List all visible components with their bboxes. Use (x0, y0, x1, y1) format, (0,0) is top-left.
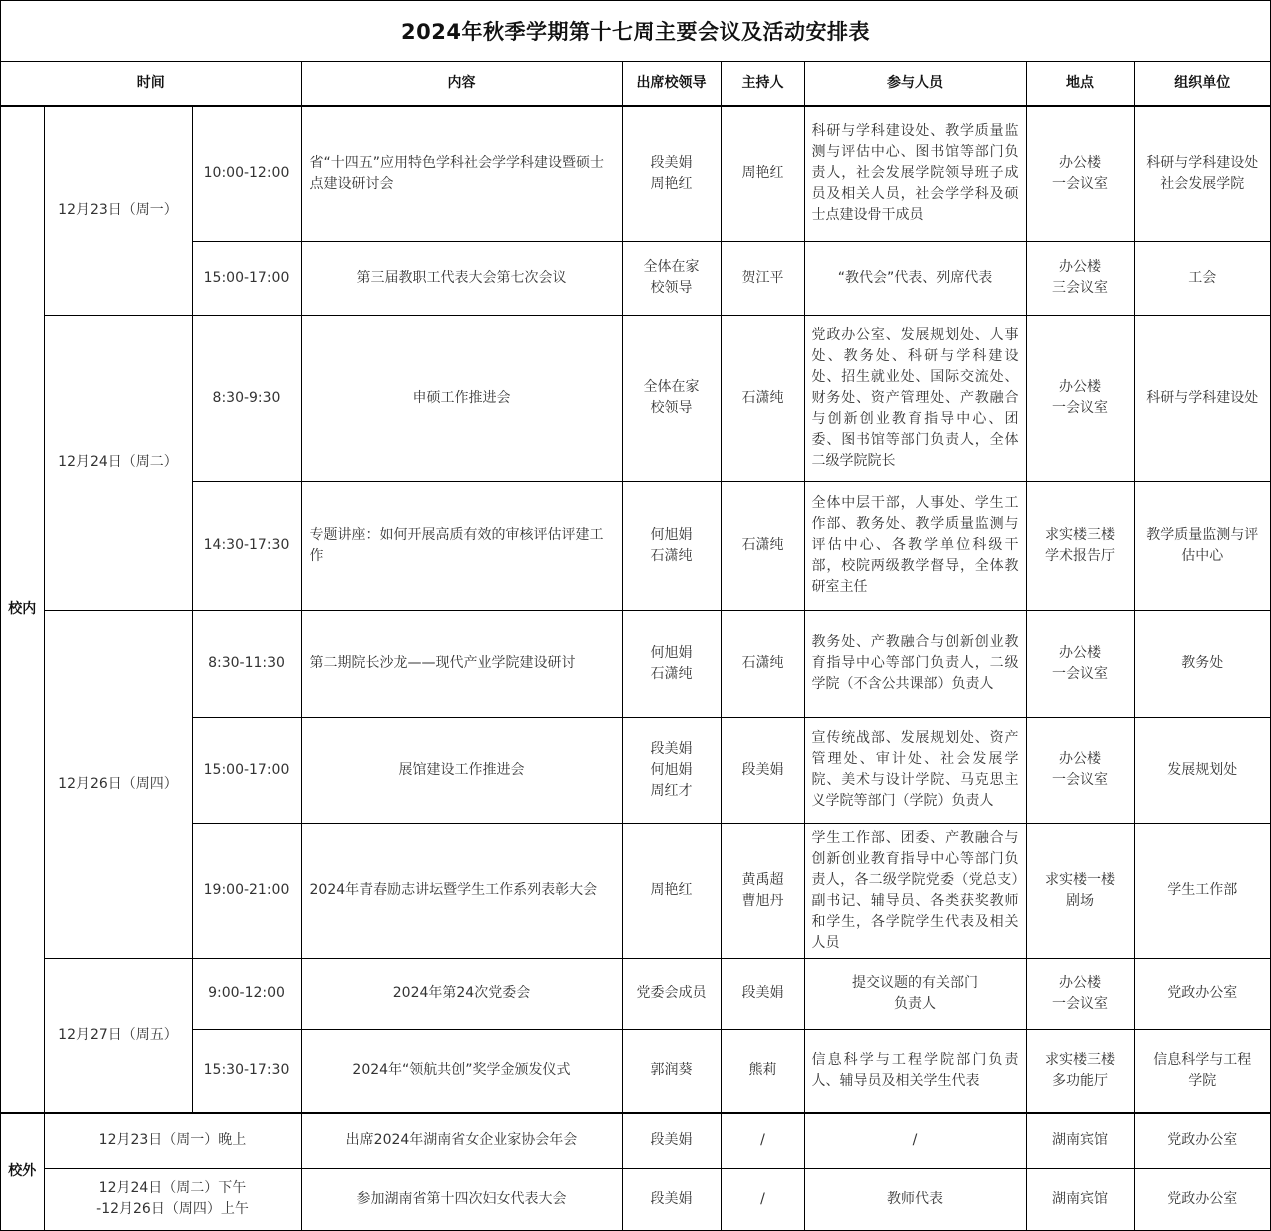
participants-cell: 学生工作部、团委、产教融合与创新创业教育指导中心等部门负责人，各二级学院党委（党总支）副书记、辅导员、各类获奖教师和学生，各学院学生代表及相关人员 (804, 823, 1026, 958)
participants-cell: 提交议题的有关部门 负责人 (804, 958, 1026, 1029)
leaders-cell: 全体在家 校领导 (622, 241, 721, 315)
location-cell: 办公楼 一会议室 (1026, 717, 1134, 823)
day-cell: 12月24日（周二） (44, 315, 192, 610)
time-cell: 19:00-21:00 (192, 823, 301, 958)
content-cell: 参加湖南省第十四次妇女代表大会 (301, 1168, 622, 1230)
content-cell: 2024年第24次党委会 (301, 958, 622, 1029)
header-participants: 参与人员 (804, 62, 1026, 106)
location-cell: 办公楼 一会议室 (1026, 315, 1134, 481)
location-cell: 办公楼 三会议室 (1026, 241, 1134, 315)
header-location: 地点 (1026, 62, 1134, 106)
header-organizer: 组织单位 (1134, 62, 1270, 106)
host-cell: 石潇纯 (721, 481, 804, 610)
header-content: 内容 (301, 62, 622, 106)
organizer-cell: 党政办公室 (1134, 958, 1270, 1029)
participants-cell: 科研与学科建设处、教学质量监测与评估中心、图书馆等部门负责人，社会发展学院领导班子成员及相关人员，社会学学科及硕士点建设骨干成员 (804, 106, 1026, 241)
organizer-cell: 教学质量监测与评估中心 (1134, 481, 1270, 610)
host-cell: / (721, 1168, 804, 1230)
leaders-cell: 段美娟 周艳红 (622, 106, 721, 241)
content-cell: 第三届教职工代表大会第七次会议 (301, 241, 622, 315)
day-cell: 12月23日（周一） (44, 106, 192, 315)
leaders-cell: 段美娟 (622, 1113, 721, 1168)
participants-cell: 党政办公室、发展规划处、人事处、教务处、科研与学科建设处、招生就业处、国际交流处、财务处、资产管理处、产教融合与创新创业教育指导中心、团委、图书馆等部门负责人，全体二级学院院长 (804, 315, 1026, 481)
participants-cell: 教师代表 (804, 1168, 1026, 1230)
location-cell: 求实楼一楼 剧场 (1026, 823, 1134, 958)
organizer-cell: 科研与学科建设处 社会发展学院 (1134, 106, 1270, 241)
time-cell: 15:00-17:00 (192, 241, 301, 315)
content-cell: 专题讲座：如何开展高质有效的审核评估评建工作 (301, 481, 622, 610)
time-cell: 12月23日（周一）晚上 (44, 1113, 301, 1168)
content-cell: 2024年青春励志讲坛暨学生工作系列表彰大会 (301, 823, 622, 958)
host-cell: 石潇纯 (721, 610, 804, 717)
location-cell: 求实楼三楼 多功能厅 (1026, 1029, 1134, 1113)
time-cell: 12月24日（周二）下午 -12月26日（周四）上午 (44, 1168, 301, 1230)
leaders-cell: 何旭娟 石潇纯 (622, 481, 721, 610)
content-cell: 省“十四五”应用特色学科社会学学科建设暨硕士点建设研讨会 (301, 106, 622, 241)
host-cell: 周艳红 (721, 106, 804, 241)
participants-cell: 教务处、产教融合与创新创业教育指导中心等部门负责人，二级学院（不含公共课部）负责人 (804, 610, 1026, 717)
organizer-cell: 科研与学科建设处 (1134, 315, 1270, 481)
participants-cell: “教代会”代表、列席代表 (804, 241, 1026, 315)
table-row (1, 958, 1270, 1029)
location-cell: 办公楼 一会议室 (1026, 610, 1134, 717)
organizer-cell: 工会 (1134, 241, 1270, 315)
table-row (1, 1113, 1270, 1168)
time-cell: 15:00-17:00 (192, 717, 301, 823)
host-cell: 段美娟 (721, 958, 804, 1029)
location-cell: 求实楼三楼 学术报告厅 (1026, 481, 1134, 610)
table-row (1, 823, 1270, 958)
participants-cell: 信息科学与工程学院部门负责人、辅导员及相关学生代表 (804, 1029, 1026, 1113)
leaders-cell: 党委会成员 (622, 958, 721, 1029)
leaders-cell: 何旭娟 石潇纯 (622, 610, 721, 717)
location-cell: 湖南宾馆 (1026, 1168, 1134, 1230)
scope-off-campus: 校外 (1, 1113, 44, 1230)
host-cell: / (721, 1113, 804, 1168)
host-cell: 贺江平 (721, 241, 804, 315)
location-cell: 湖南宾馆 (1026, 1113, 1134, 1168)
location-cell: 办公楼 一会议室 (1026, 958, 1134, 1029)
organizer-cell: 发展规划处 (1134, 717, 1270, 823)
time-cell: 9:00-12:00 (192, 958, 301, 1029)
leaders-cell: 郭润葵 (622, 1029, 721, 1113)
day-cell: 12月27日（周五） (44, 958, 192, 1113)
time-cell: 8:30-11:30 (192, 610, 301, 717)
host-cell: 段美娟 (721, 717, 804, 823)
leaders-cell: 段美娟 何旭娟 周红才 (622, 717, 721, 823)
content-cell: 2024年“领航共创”奖学金颁发仪式 (301, 1029, 622, 1113)
header-host: 主持人 (721, 62, 804, 106)
scope-on-campus: 校内 (1, 106, 44, 1113)
organizer-cell: 教务处 (1134, 610, 1270, 717)
organizer-cell: 党政办公室 (1134, 1113, 1270, 1168)
schedule-table (1, 62, 1270, 1231)
content-cell: 展馆建设工作推进会 (301, 717, 622, 823)
time-cell: 8:30-9:30 (192, 315, 301, 481)
leaders-cell: 全体在家 校领导 (622, 315, 721, 481)
content-cell: 出席2024年湖南省女企业家协会年会 (301, 1113, 622, 1168)
participants-cell: 宣传统战部、发展规划处、资产管理处、审计处、社会发展学院、美术与设计学院、马克思主义学院等部门（学院）负责人 (804, 717, 1026, 823)
table-row (1, 1029, 1270, 1113)
table-row (1, 241, 1270, 315)
organizer-cell: 信息科学与工程 学院 (1134, 1029, 1270, 1113)
host-cell: 黄禹超 曹旭丹 (721, 823, 804, 958)
table-row (1, 1168, 1270, 1230)
table-row (1, 481, 1270, 610)
organizer-cell: 党政办公室 (1134, 1168, 1270, 1230)
day-cell: 12月26日（周四） (44, 610, 192, 958)
time-cell: 10:00-12:00 (192, 106, 301, 241)
table-row (1, 106, 1270, 241)
location-cell: 办公楼 一会议室 (1026, 106, 1134, 241)
header-time: 时间 (1, 62, 301, 106)
participants-cell: / (804, 1113, 1026, 1168)
leaders-cell: 周艳红 (622, 823, 721, 958)
table-row (1, 610, 1270, 717)
table-row (1, 717, 1270, 823)
time-cell: 15:30-17:30 (192, 1029, 301, 1113)
content-cell: 申硕工作推进会 (301, 315, 622, 481)
content-cell: 第二期院长沙龙——现代产业学院建设研讨 (301, 610, 622, 717)
header-row (1, 62, 1270, 106)
time-cell: 14:30-17:30 (192, 481, 301, 610)
leaders-cell: 段美娟 (622, 1168, 721, 1230)
host-cell: 石潇纯 (721, 315, 804, 481)
header-leaders: 出席校领导 (622, 62, 721, 106)
table-row (1, 315, 1270, 481)
participants-cell: 全体中层干部，人事处、学生工作部、教务处、教学质量监测与评估中心、各教学单位科级干部，校院两级教学督导，全体教研室主任 (804, 481, 1026, 610)
page-title: 2024年秋季学期第十七周主要会议及活动安排表 (1, 1, 1270, 62)
organizer-cell: 学生工作部 (1134, 823, 1270, 958)
host-cell: 熊莉 (721, 1029, 804, 1113)
